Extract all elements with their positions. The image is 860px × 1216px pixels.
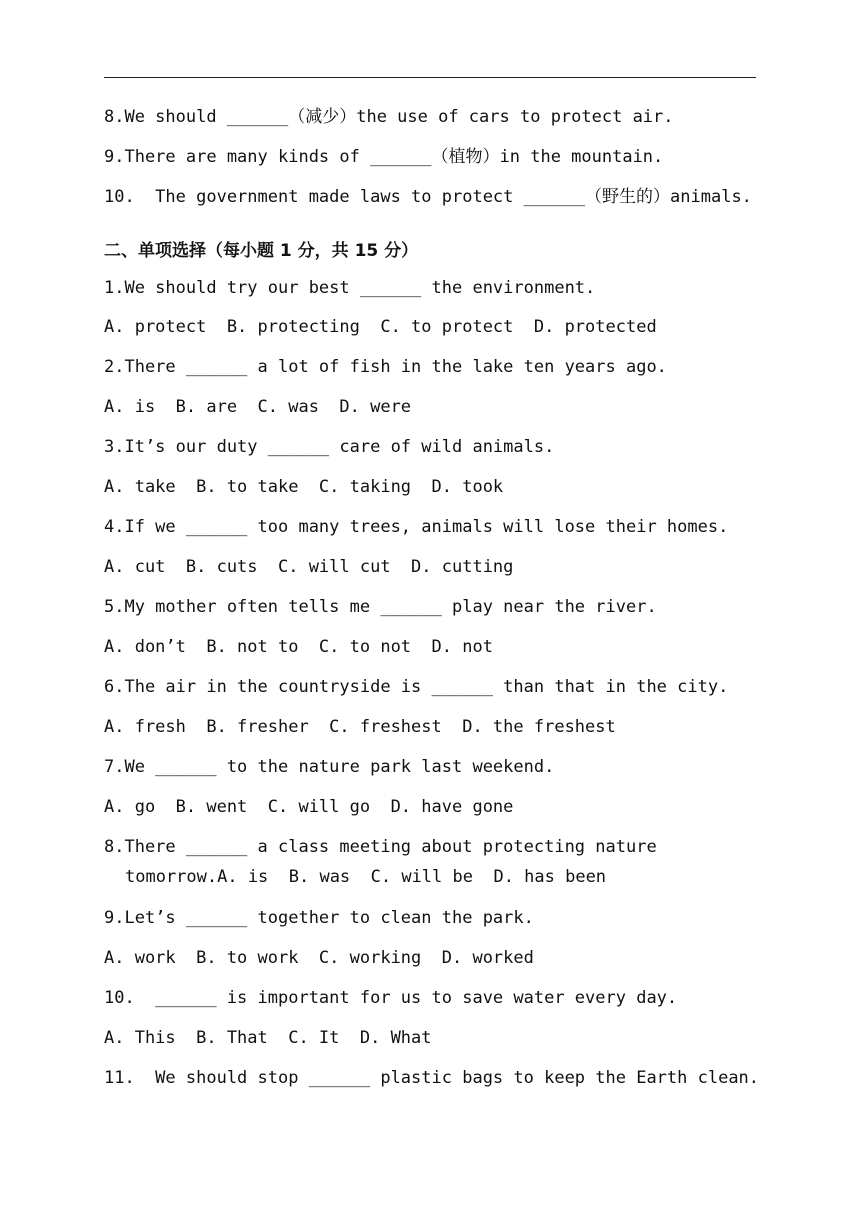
fill-in-item-8: 8.We should ______（减少）the use of cars to protect air. — [104, 107, 674, 127]
exercise-content — [104, 101, 784, 1102]
question-1-stem: 1.We should try our best ______ the environment. — [104, 278, 596, 298]
section-two-title: 二、单项选择（每小题 1 分，共 15 分） — [104, 241, 419, 261]
question-3-stem: 3.It’s our duty ______ care of wild animals. — [104, 437, 555, 457]
question-6-stem: 6.The air in the countryside is ______ than that in the city. — [104, 677, 729, 697]
question-1-options: A. protect B. protecting C. to protect D. protected — [104, 317, 657, 337]
question-6-options: A. fresh B. fresher C. freshest D. the freshest — [104, 717, 616, 737]
question-10-options: A. This B. That C. It D. What — [104, 1028, 432, 1048]
question-10-stem: 10. ______ is important for us to save water every day. — [104, 988, 678, 1008]
question-3-options: A. take B. to take C. taking D. took — [104, 477, 504, 497]
question-5-options: A. don’t B. not to C. to not D. not — [104, 637, 493, 657]
fill-in-item-9: 9.There are many kinds of ______（植物）in the mountain. — [104, 147, 664, 167]
question-8-stem-continued: tomorrow.A. is B. was C. will be D. has been — [125, 867, 607, 887]
question-7-options: A. go B. went C. will go D. have gone — [104, 797, 514, 817]
fill-in-item-10: 10. The government made laws to protect ______（野生的）animals. — [104, 187, 752, 207]
question-11-stem: 11. We should stop ______ plastic bags to keep the Earth clean. — [104, 1068, 760, 1088]
question-9-options: A. work B. to work C. working D. worked — [104, 948, 534, 968]
question-8-stem: 8.There ______ a class meeting about protecting nature — [104, 837, 657, 857]
header-rule — [104, 77, 756, 78]
question-9-stem: 9.Let’s ______ together to clean the park. — [104, 908, 534, 928]
question-4-options: A. cut B. cuts C. will cut D. cutting — [104, 557, 514, 577]
question-4-stem: 4.If we ______ too many trees, animals will lose their homes. — [104, 517, 729, 537]
question-2-stem: 2.There ______ a lot of fish in the lake ten years ago. — [104, 357, 667, 377]
question-7-stem: 7.We ______ to the nature park last weekend. — [104, 757, 555, 777]
question-5-stem: 5.My mother often tells me ______ play near the river. — [104, 597, 657, 617]
question-2-options: A. is B. are C. was D. were — [104, 397, 412, 417]
